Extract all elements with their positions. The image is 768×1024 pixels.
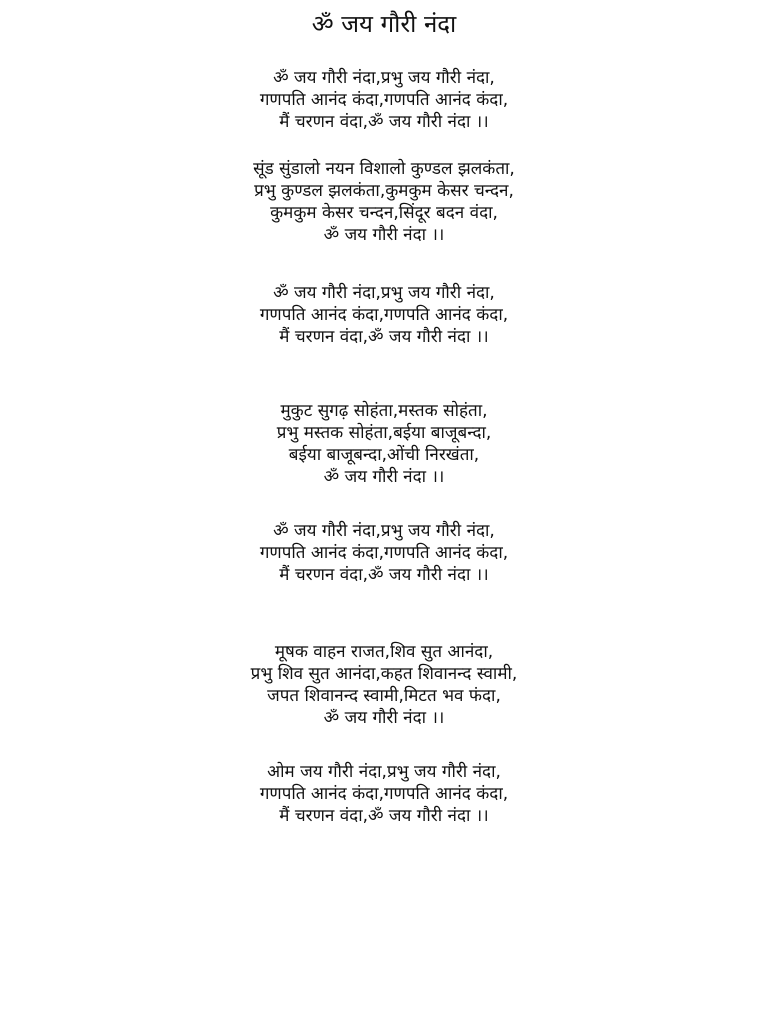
stanza-line: ॐ जय गौरी नंदा,प्रभु जय गौरी नंदा, [273,68,495,88]
stanza-line: ॐ जय गौरी नंदा ।। [323,708,445,728]
stanza-line: प्रभु कुण्डल झलकंता,कुमकुम केसर चन्दन, [254,181,514,201]
stanza-line: मैं चरणन वंदा,ॐ जय गौरी नंदा ।। [279,327,489,347]
stanza-line: ॐ जय गौरी नंदा,प्रभु जय गौरी नंदा, [273,283,495,303]
stanza-2 [0,158,768,246]
stanza-line: बईया बाजूबन्दा,ओंची निरखंता, [288,445,480,465]
stanza-line: गणपति आनंद कंदा,गणपति आनंद कंदा, [259,305,509,325]
stanza-line: ओम जय गौरी नंदा,प्रभु जय गौरी नंदा, [267,762,501,782]
stanza-line: मैं चरणन वंदा,ॐ जय गौरी नंदा ।। [279,565,489,585]
stanza-line: मुकुट सुगढ़ सोहंता,मस्तक सोहंता, [280,401,488,421]
stanza-line: गणपति आनंद कंदा,गणपति आनंद कंदा, [259,784,509,804]
stanza-line: मैं चरणन वंदा,ॐ जय गौरी नंदा ।। [279,806,489,826]
stanza-1 [0,67,768,133]
stanza-5 [0,520,768,586]
stanza-line: ॐ जय गौरी नंदा ।। [323,467,445,487]
stanza-4 [0,400,768,488]
stanza-3 [0,282,768,348]
stanza-line: सूंड सुंडालो नयन विशालो कुण्डल झलकंता, [253,159,515,179]
stanza-6 [0,641,768,729]
stanza-line: मैं चरणन वंदा,ॐ जय गौरी नंदा ।। [279,112,489,132]
stanza-line: प्रभु शिव सुत आनंदा,कहत शिवानन्द स्वामी, [250,664,518,684]
stanza-line: मूषक वाहन राजत,शिव सुत आनंदा, [274,642,494,662]
stanza-7 [0,761,768,827]
stanza-line: गणपति आनंद कंदा,गणपति आनंद कंदा, [259,543,509,563]
stanza-line: कुमकुम केसर चन्दन,सिंदूर बदन वंदा, [270,203,498,223]
stanza-line: जपत शिवानन्द स्वामी,मिटत भव फंदा, [267,686,501,706]
stanza-line: गणपति आनंद कंदा,गणपति आनंद कंदा, [259,90,509,110]
stanza-line: ॐ जय गौरी नंदा ।। [323,225,445,245]
stanza-line: प्रभु मस्तक सोहंता,बईया बाजूबन्दा, [276,423,492,443]
stanza-line: ॐ जय गौरी नंदा,प्रभु जय गौरी नंदा, [273,521,495,541]
document-title: ॐ जय गौरी नंदा [311,10,457,38]
